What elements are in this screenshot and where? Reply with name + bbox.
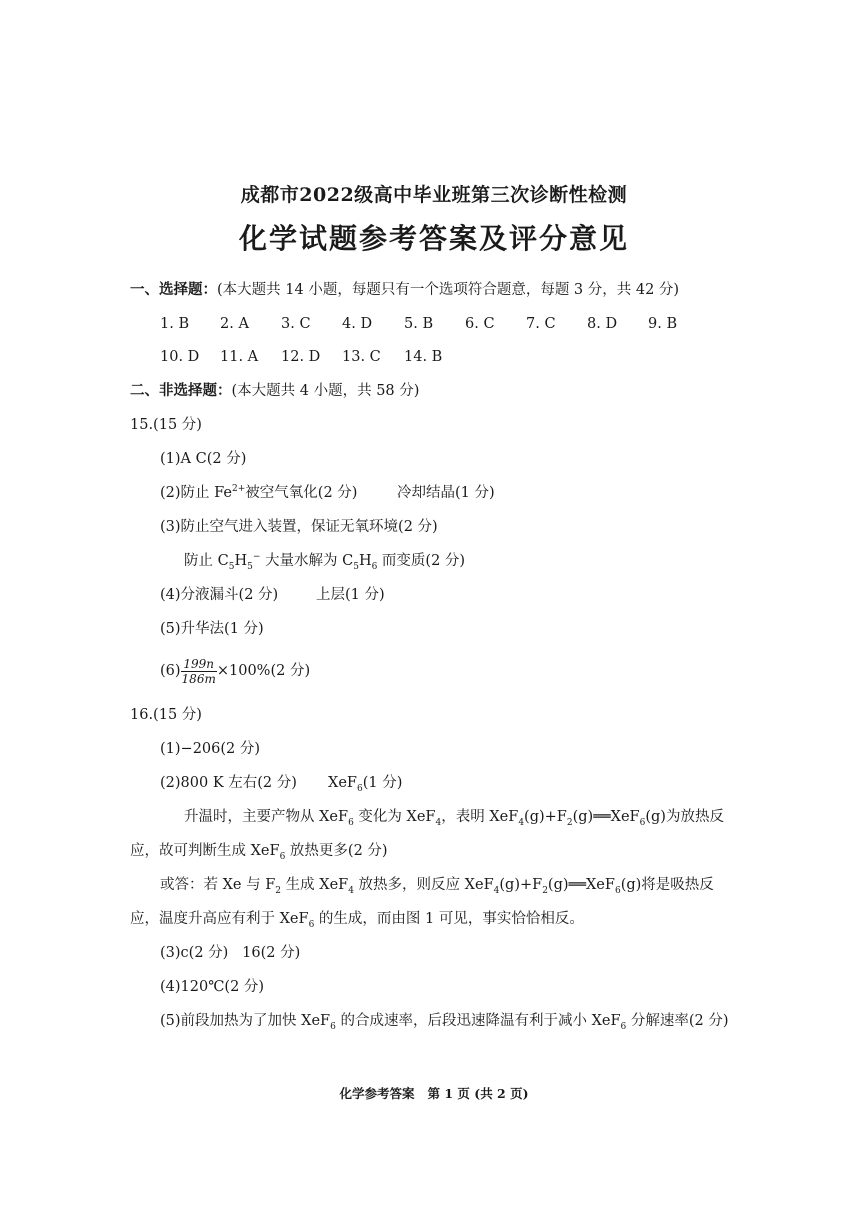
answer-item: 4. D [342,316,373,332]
q15-part1: (1)A C(2 分) [160,451,247,467]
q16-part2b: XeF$_6$(1 分) [328,775,403,794]
section1-heading [130,280,679,300]
section2-note: (本大题共 4 小题，共 58 分) [231,383,420,399]
q15-part2b: 冷却结晶(1 分) [397,485,495,501]
exam-title: 成都市2022级高中毕业班第三次诊断性检测 [240,184,628,206]
section1-heading-label: 一、选择题： [130,281,217,298]
q15-part6: (6) $\frac{199n}{186m}$ ×100%(2 分) [160,656,311,686]
answer-item: 13. C [342,349,381,365]
answer-item: 3. C [281,316,311,332]
q16-part5: (5)前段加热为了加快 XeF$_6$ 的合成速率，后段迅速降温有利于减小 XeF$_6$ 分解速率(2 分) [160,1013,729,1032]
section2-heading-label: 二、非选择题： [130,382,232,399]
answer-item: 10. D [160,349,200,365]
q15-label: 15.(15 分) [130,417,202,433]
answer-item: 9. B [648,316,678,332]
answer-item: 1. B [160,316,190,332]
q16-label: 16.(15 分) [130,707,202,723]
q16-alternative-line2: 应，温度升高应有利于 XeF$_6$ 的生成，而由图 1 可见，事实恰恰相反。 [130,911,584,930]
q15-part3b: 防止 $C_5H_5^-$ 大量水解为 $C_5H_6$ 而变质(2 分) [184,552,466,572]
q15-part3a: (3)防止空气进入装置，保证无氧环境(2 分) [160,519,438,535]
q16-explanation-line1: 升温时，主要产物从 XeF$_6$ 变化为 XeF$_4$，表明 $XeF_4(g)+F_2(g)══XeF_6(g)$为放热反 [184,809,724,828]
q15-part4b: 上层(1 分) [316,587,385,603]
answer-item: 6. C [465,316,495,332]
section1-note: (本大题共 14 小题，每题只有一个选项符合题意，每题 3 分，共 42 分) [217,282,680,298]
q16-part1: (1)−206(2 分) [160,741,261,757]
answer-item: 7. C [526,316,556,332]
answer-item: 2. A [220,316,249,332]
answer-item: 14. B [404,349,443,365]
document-title: 化学试题参考答案及评分意见 [238,222,629,255]
q16-explanation-line2: 应，故可判断生成 XeF$_6$ 放热更多(2 分) [130,843,388,862]
q15-part2a: (2)防止 $Fe^{2+}$被空气氧化(2 分) [160,484,358,501]
q16-part3: (3)c(2 分) 16(2 分) [160,945,301,961]
page-footer: 化学参考答案 第 1 页 (共 2 页) [339,1086,529,1101]
section2-heading [130,381,419,401]
answer-item: 12. D [281,349,321,365]
fraction: $\frac{199n}{186m}$ [181,656,216,686]
answer-item: 11. A [220,349,259,365]
q16-alternative-line1: 或答：若 Xe 与 $F_2$ 生成 XeF$_4$ 放热多，则反应 $XeF_4(g)+F_2(g)══XeF_6(g)$将是吸热反 [160,877,714,896]
answer-item: 8. D [587,316,618,332]
answer-item: 5. B [404,316,434,332]
q15-part4a: (4)分液漏斗(2 分) [160,587,279,603]
q16-part4: (4)120℃(2 分) [160,979,265,995]
q15-part5: (5)升华法(1 分) [160,621,264,637]
q16-part2a: (2)800 K 左右(2 分) [160,775,297,791]
